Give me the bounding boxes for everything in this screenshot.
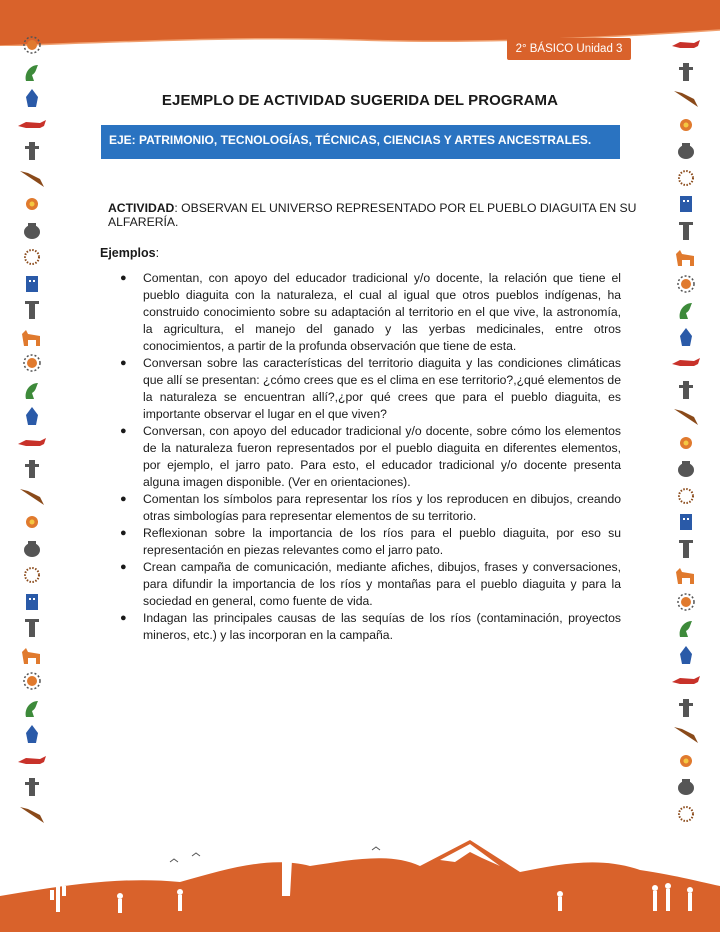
star-icon	[670, 167, 702, 189]
bullet-icon: ●	[120, 612, 127, 624]
list-item-text: Crean campaña de comunicación, mediante afiches, dibujos, frases y conversaciones, para difundir la importancia de los ríos y montañas para el pueblo diaguita y para la sociedad en general, como fuente de vida.	[143, 560, 621, 608]
totem-icon	[16, 140, 48, 162]
bullet-icon: ●	[120, 561, 127, 573]
fox-icon	[670, 352, 702, 374]
flower-icon	[16, 511, 48, 533]
condor-icon	[670, 87, 702, 109]
figure-icon	[670, 326, 702, 348]
face-icon	[16, 273, 48, 295]
warrior-icon	[670, 220, 702, 242]
list-item-text: Indagan las principales causas de las sequías de los ríos (contaminación, proyectos mineros, etc.) y las incorporan en la campaña.	[143, 611, 621, 642]
warrior-icon	[670, 538, 702, 560]
bird-icon	[670, 617, 702, 639]
llama-icon	[670, 246, 702, 268]
totem-icon	[16, 776, 48, 798]
sun-symbol-icon	[16, 352, 48, 374]
fox-icon	[16, 114, 48, 136]
actividad-statement	[108, 201, 648, 229]
star-icon	[16, 564, 48, 586]
face-icon	[670, 193, 702, 215]
face-icon	[16, 591, 48, 613]
warrior-icon	[16, 299, 48, 321]
flower-icon	[16, 193, 48, 215]
condor-icon	[670, 405, 702, 427]
star-icon	[16, 246, 48, 268]
bullet-icon: ●	[120, 527, 127, 539]
llama-icon	[16, 326, 48, 348]
sun-symbol-icon	[16, 670, 48, 692]
pot-icon	[670, 776, 702, 798]
list-item-text: Conversan sobre las características del territorio diaguita y las condiciones climáticas que allí se presentan: ¿cómo crees que es el clima en ese territorio?,¿qué elementos de la naturaleza se encuentran allí?,¿por qué crees que para el pueblo diaguita, es importante observar el lugar en el que viven?	[143, 356, 621, 421]
flower-icon	[670, 114, 702, 136]
sun-symbol-icon	[670, 273, 702, 295]
figure-icon	[670, 644, 702, 666]
face-icon	[670, 511, 702, 533]
figure-icon	[16, 87, 48, 109]
ejemplos-colon: :	[155, 246, 160, 260]
actividad-text: : OBSERVAN EL UNIVERSO REPRESENTADO POR EL PUEBLO DIAGUITA EN SU ALFARERÍA.	[108, 201, 637, 229]
llama-icon	[670, 564, 702, 586]
list-item	[100, 423, 621, 491]
sun-symbol-icon	[670, 591, 702, 613]
fox-icon	[16, 432, 48, 454]
ejemplos-heading	[100, 246, 159, 260]
totem-icon	[670, 697, 702, 719]
right-decor-column	[666, 34, 706, 834]
list-item-text: Comentan, con apoyo del educador tradicional y/o docente, la relación que tiene el pueblo diaguita con la naturaleza, el cual al igual que otros pueblos indígenas, ha construido conocimiento sobre su adaptación al territorio en el que vive, la astronomía, la agricultura, el manejo del ganado y las yerbas medicinales, entre otros conocimientos, a partir de la profunda observación que tiene de esta.	[143, 271, 621, 353]
llama-icon	[16, 644, 48, 666]
bottom-landscape-illustration	[0, 816, 720, 932]
examples-list	[100, 270, 621, 644]
figure-icon	[16, 723, 48, 745]
flower-icon	[670, 750, 702, 772]
fox-icon	[16, 750, 48, 772]
list-item-text: Reflexionan sobre la importancia de los ríos para el pueblo diaguita, por eso su representación en piezas relevantes como el jarro pato.	[143, 526, 621, 557]
bird-icon	[670, 299, 702, 321]
left-decor-column	[12, 34, 52, 834]
list-item	[100, 559, 621, 610]
bird-icon	[16, 697, 48, 719]
fox-icon	[670, 34, 702, 56]
figure-icon	[16, 405, 48, 427]
list-item	[100, 525, 621, 559]
pot-icon	[670, 140, 702, 162]
unit-badge: 2° BÁSICO Unidad 3	[507, 38, 631, 60]
bird-icon	[16, 379, 48, 401]
list-item	[100, 270, 621, 355]
pot-icon	[16, 538, 48, 560]
eje-banner: EJE: PATRIMONIO, TECNOLOGÍAS, TÉCNICAS, CIENCIAS Y ARTES ANCESTRALES.	[101, 125, 620, 159]
warrior-icon	[16, 617, 48, 639]
condor-icon	[16, 167, 48, 189]
list-item	[100, 355, 621, 423]
condor-icon	[16, 485, 48, 507]
list-item-text: Conversan, con apoyo del educador tradicional y/o docente, sobre cómo los elementos de la naturaleza fueron representados por el pueblo diaguita en diferentes elementos, por ejemplo, el jarro pato. Para esto, el educador tradicional y/o docente presenta alguna imagen disponible. (Ver en orientaciones).	[143, 424, 621, 489]
bullet-icon: ●	[120, 425, 127, 437]
actividad-label: ACTIVIDAD	[108, 201, 175, 215]
sun-symbol-icon	[16, 34, 48, 56]
star-icon	[670, 485, 702, 507]
ejemplos-label: Ejemplos	[100, 246, 156, 260]
bullet-icon: ●	[120, 357, 127, 369]
totem-icon	[670, 61, 702, 83]
fox-icon	[670, 670, 702, 692]
pot-icon	[16, 220, 48, 242]
condor-icon	[670, 723, 702, 745]
bird-icon	[16, 61, 48, 83]
pot-icon	[670, 458, 702, 480]
page-title: EJEMPLO DE ACTIVIDAD SUGERIDA DEL PROGRAMA	[161, 92, 559, 109]
list-item	[100, 610, 621, 644]
bullet-icon: ●	[120, 493, 127, 505]
list-item	[100, 491, 621, 525]
bullet-icon: ●	[120, 272, 127, 284]
totem-icon	[16, 458, 48, 480]
totem-icon	[670, 379, 702, 401]
list-item-text: Comentan los símbolos para representar los ríos y los reproducen en dibujos, creando otras simbologías para representar elementos de su territorio.	[143, 492, 621, 523]
flower-icon	[670, 432, 702, 454]
